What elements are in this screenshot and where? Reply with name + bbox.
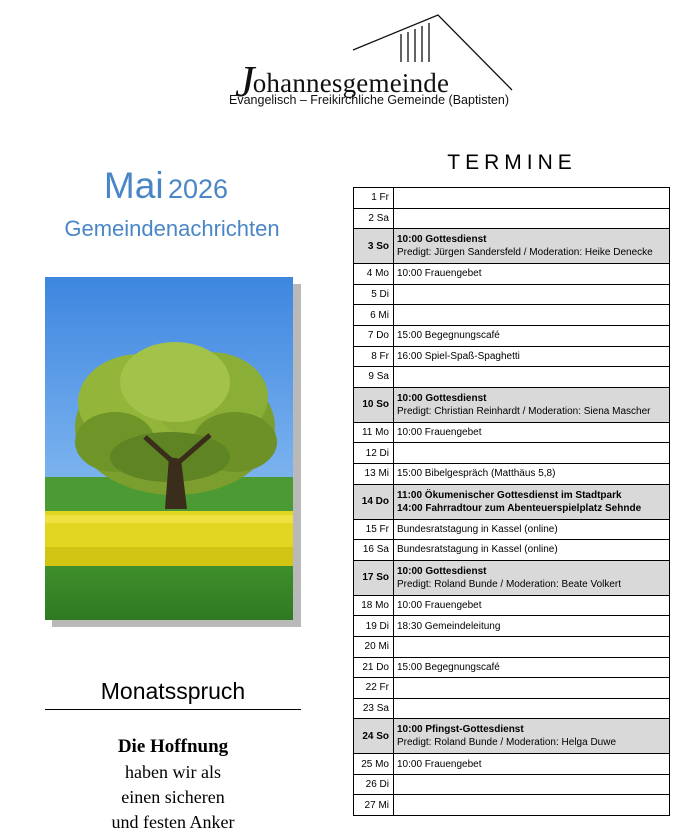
- event-line: Bundesratstagung in Kassel (online): [397, 523, 558, 535]
- tree-photo: [45, 277, 293, 620]
- newsletter-subtitle: Gemeindenachrichten: [64, 216, 280, 241]
- termine-event: [394, 284, 670, 305]
- termine-row: [354, 678, 670, 699]
- termine-day: 9 Sa: [354, 367, 394, 388]
- termine-row: [354, 616, 670, 637]
- issue-month: Mai: [103, 165, 164, 206]
- church-name: Johannesgemeinde: [235, 57, 450, 106]
- verse-line: und festen Anker: [111, 812, 235, 832]
- termine-row: [354, 795, 670, 816]
- event-line: 10:00 Frauengebet: [397, 758, 482, 770]
- event-line: 10:00 Gottesdienst: [397, 392, 487, 404]
- termine-event: [394, 387, 670, 422]
- termine-row: [354, 719, 670, 754]
- termine-day: 15 Fr: [354, 519, 394, 540]
- termine-row: [354, 774, 670, 795]
- termine-row: [354, 188, 670, 209]
- termine-row: [354, 208, 670, 229]
- termine-event: [394, 188, 670, 209]
- termine-event: [394, 698, 670, 719]
- termine-event: [394, 678, 670, 699]
- termine-event: [394, 367, 670, 388]
- termine-event: [394, 422, 670, 443]
- termine-day: 18 Mo: [354, 595, 394, 616]
- termine-day: 14 Do: [354, 484, 394, 519]
- termine-day: 10 So: [354, 387, 394, 422]
- termine-day: 16 Sa: [354, 540, 394, 561]
- termine-event: [394, 463, 670, 484]
- termine-day: 5 Di: [354, 284, 394, 305]
- event-line: 11:00 Ökumenischer Gottesdienst im Stadtpark: [397, 489, 622, 501]
- termine-event: [394, 616, 670, 637]
- event-line: 18:30 Gemeindeleitung: [397, 620, 501, 632]
- termine-event: [394, 595, 670, 616]
- verse-line: einen sicheren: [121, 787, 225, 807]
- termine-event: [394, 657, 670, 678]
- termine-day: 13 Mi: [354, 463, 394, 484]
- termine-event: [394, 519, 670, 540]
- termine-day: 22 Fr: [354, 678, 394, 699]
- termine-row: [354, 305, 670, 326]
- termine-event: [394, 229, 670, 264]
- termine-day: 3 So: [354, 229, 394, 264]
- verse-line: Die Hoffnung: [117, 736, 229, 757]
- termine-day: 19 Di: [354, 616, 394, 637]
- issue-year: 2026: [168, 174, 229, 204]
- termine-day: 11 Mo: [354, 422, 394, 443]
- termine-row: [354, 325, 670, 346]
- termine-row: [354, 367, 670, 388]
- termine-row: [354, 443, 670, 464]
- termine-day: 8 Fr: [354, 346, 394, 367]
- termine-row: [354, 422, 670, 443]
- termine-event: [394, 636, 670, 657]
- event-line: 10:00 Frauengebet: [397, 427, 482, 439]
- event-detail-line: 14:00 Fahrradtour zum Abenteuerspielplatz Sehnde: [397, 502, 642, 514]
- monatsspruch-title: Monatsspruch: [100, 678, 246, 704]
- issue-month-year: [0, 165, 332, 207]
- termine-row: [354, 519, 670, 540]
- termine-day: 20 Mi: [354, 636, 394, 657]
- termine-event: [394, 305, 670, 326]
- termine-row: [354, 595, 670, 616]
- event-detail-line: Predigt: Christian Reinhardt / Moderation: Siena Mascher: [397, 405, 651, 417]
- termine-row: [354, 229, 670, 264]
- termine-day: 24 So: [354, 719, 394, 754]
- event-line: 10:00 Frauengebet: [397, 600, 482, 612]
- termine-row: [354, 657, 670, 678]
- termine-row: [354, 560, 670, 595]
- termine-day: 21 Do: [354, 657, 394, 678]
- termine-event: [394, 208, 670, 229]
- event-detail-line: Predigt: Jürgen Sandersfeld / Moderation: Heike Denecke: [397, 247, 653, 259]
- event-line: 15:00 Bibelgespräch (Matthäus 5,8): [397, 468, 556, 480]
- verse-line: haben wir als: [125, 762, 221, 782]
- termine-row: [354, 346, 670, 367]
- termine-event: [394, 560, 670, 595]
- termine-day: 23 Sa: [354, 698, 394, 719]
- termine-row: [354, 540, 670, 561]
- termine-day: 25 Mo: [354, 754, 394, 775]
- termine-day: 12 Di: [354, 443, 394, 464]
- termine-row: [354, 284, 670, 305]
- termine-table: [353, 187, 670, 816]
- termine-day: 6 Mi: [354, 305, 394, 326]
- event-line: 10:00 Gottesdienst: [397, 565, 487, 577]
- event-detail-line: Predigt: Roland Bunde / Moderation: Helga Duwe: [397, 737, 617, 749]
- event-detail-line: Predigt: Roland Bunde / Moderation: Beate Volkert: [397, 578, 622, 590]
- termine-day: 26 Di: [354, 774, 394, 795]
- termine-day: 2 Sa: [354, 208, 394, 229]
- termine-row: [354, 754, 670, 775]
- event-line: 10:00 Gottesdienst: [397, 234, 487, 246]
- termine-day: 1 Fr: [354, 188, 394, 209]
- termine-event: [394, 484, 670, 519]
- termine-row: [354, 463, 670, 484]
- termine-event: [394, 774, 670, 795]
- termine-row: [354, 264, 670, 285]
- termine-event: [394, 346, 670, 367]
- church-subtitle: Evangelisch – Freikirchliche Gemeinde (Baptisten): [229, 93, 509, 107]
- event-line: 10:00 Frauengebet: [397, 268, 482, 280]
- termine-event: [394, 325, 670, 346]
- termine-event: [394, 795, 670, 816]
- event-line: Bundesratstagung in Kassel (online): [397, 544, 558, 556]
- termine-row: [354, 698, 670, 719]
- divider: [45, 709, 301, 710]
- termine-title: TERMINE: [447, 151, 577, 174]
- event-line: 15:00 Begegnungscafé: [397, 330, 500, 342]
- termine-event: [394, 719, 670, 754]
- termine-row: [354, 387, 670, 422]
- termine-row: [354, 484, 670, 519]
- termine-event: [394, 754, 670, 775]
- termine-day: 27 Mi: [354, 795, 394, 816]
- termine-event: [394, 443, 670, 464]
- termine-row: [354, 636, 670, 657]
- termine-event: [394, 264, 670, 285]
- event-line: 15:00 Begegnungscafé: [397, 661, 500, 673]
- termine-day: 4 Mo: [354, 264, 394, 285]
- event-line: 16:00 Spiel-Spaß-Spaghetti: [397, 350, 520, 362]
- termine-event: [394, 540, 670, 561]
- termine-day: 17 So: [354, 560, 394, 595]
- event-line: 10:00 Pfingst-Gottesdienst: [397, 724, 524, 736]
- termine-day: 7 Do: [354, 325, 394, 346]
